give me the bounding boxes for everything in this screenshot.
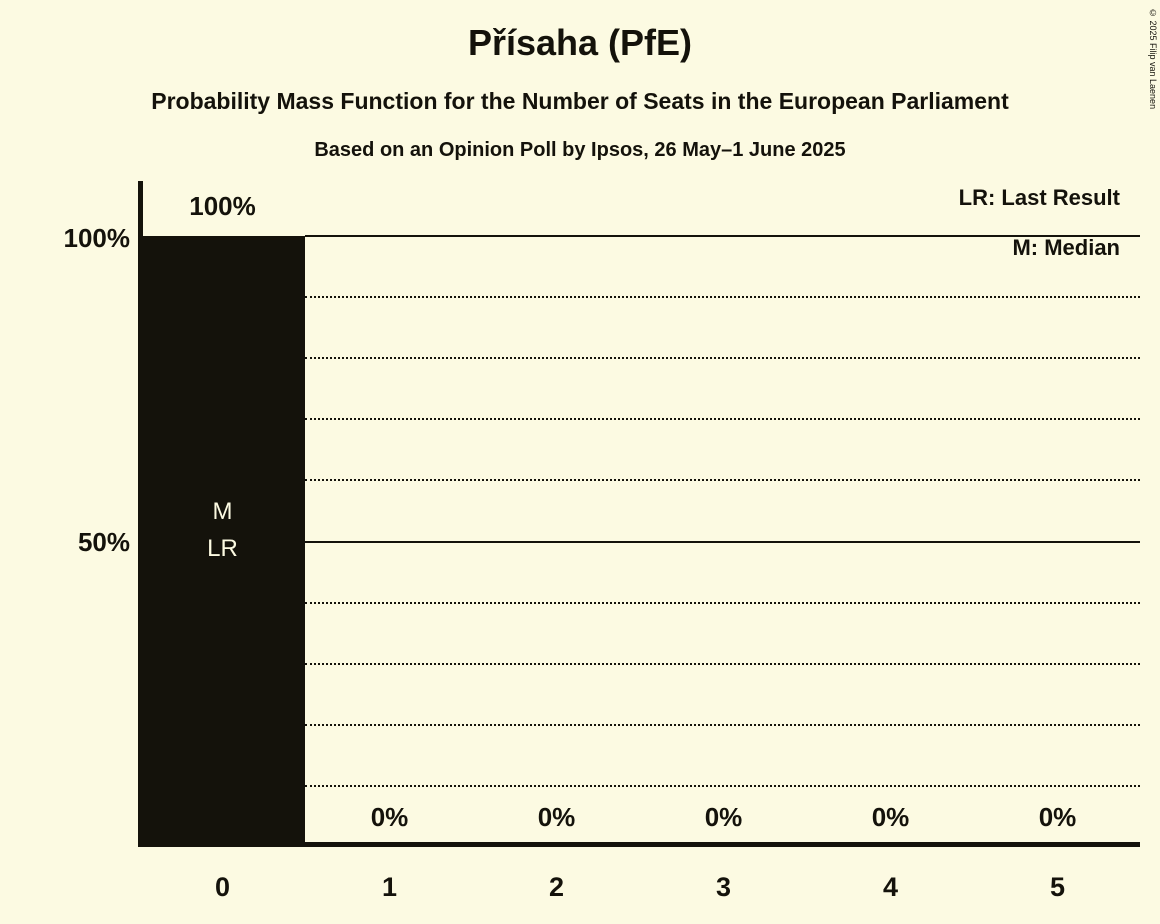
gridline-100 <box>305 235 1140 237</box>
x-axis-tick-3: 3 <box>715 872 732 902</box>
gridline-40 <box>305 602 1140 604</box>
y-axis-tick-100: 100% <box>63 223 130 253</box>
gridline-80 <box>305 357 1140 359</box>
bar-value-2: 0% <box>537 802 576 832</box>
legend-median: M: Median <box>1012 235 1120 260</box>
plot-area <box>138 181 1140 847</box>
legend-last-result: LR: Last Result <box>958 185 1120 210</box>
gridline-50 <box>305 541 1140 543</box>
x-axis-tick-5: 5 <box>1049 872 1066 902</box>
x-axis-tick-2: 2 <box>548 872 565 902</box>
gridline-20 <box>305 724 1140 726</box>
bar-value-3: 0% <box>704 802 743 832</box>
bar-value-0: 100% <box>189 191 256 221</box>
x-axis-tick-0: 0 <box>214 872 231 902</box>
bar-value-4: 0% <box>871 802 910 832</box>
gridline-60 <box>305 479 1140 481</box>
gridline-30 <box>305 663 1140 665</box>
gridline-90 <box>305 296 1140 298</box>
last-result-marker: LR <box>207 535 238 562</box>
x-axis-tick-4: 4 <box>882 872 899 902</box>
gridline-70 <box>305 418 1140 420</box>
gridline-10 <box>305 785 1140 787</box>
median-marker: M <box>212 498 233 525</box>
chart-subtitle: Probability Mass Function for the Number of Seats in the European Parliament <box>151 88 1009 114</box>
bar-value-5: 0% <box>1038 802 1077 832</box>
x-axis-tick-1: 1 <box>381 872 398 902</box>
copyright-notice: © 2025 Filip van Laenen <box>1148 8 1158 110</box>
page-title: Přísaha (PfE) <box>467 22 693 63</box>
bar-value-1: 0% <box>370 802 409 832</box>
y-axis-tick-50: 50% <box>77 527 130 557</box>
chart-source-note: Based on an Opinion Poll by Ipsos, 26 May–1 June 2025 <box>314 139 846 161</box>
